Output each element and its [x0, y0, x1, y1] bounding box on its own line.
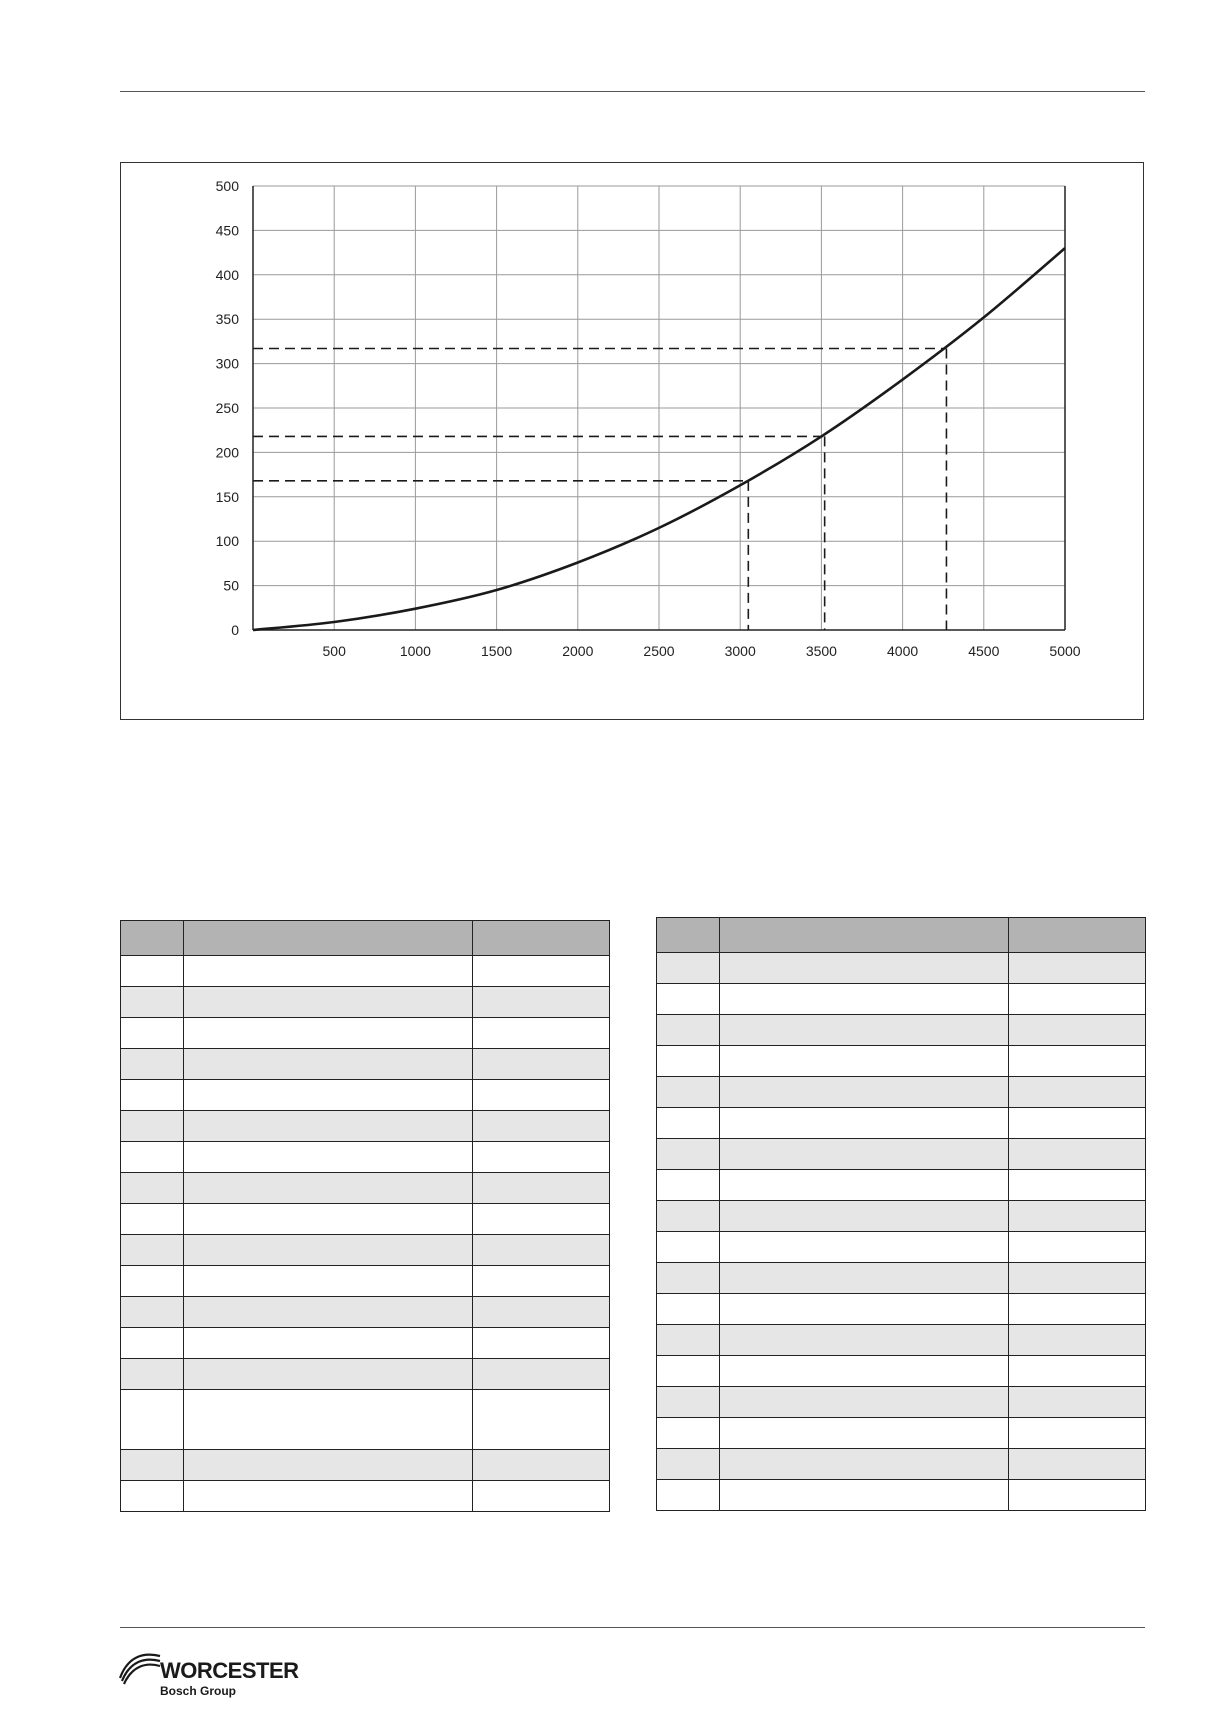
table-row — [121, 1390, 610, 1450]
table-row — [657, 1387, 1146, 1418]
table-row — [657, 953, 1146, 984]
y-tick-label: 350 — [215, 311, 239, 328]
y-tick-label: 0 — [231, 622, 239, 638]
table-cell — [1009, 1356, 1146, 1387]
table-right — [656, 917, 1146, 1511]
table-row — [657, 1356, 1146, 1387]
table-row — [121, 1173, 610, 1204]
y-tick-label: 300 — [215, 355, 239, 372]
table-cell — [473, 1450, 610, 1481]
table-cell — [473, 1481, 610, 1512]
table-cell — [184, 1173, 473, 1204]
table-cell — [720, 1263, 1009, 1294]
x-tick-label: 2000 — [562, 643, 594, 659]
table-row — [121, 1359, 610, 1390]
y-tick-label: 250 — [215, 400, 239, 416]
x-tick-label: 4000 — [887, 643, 919, 659]
table-cell — [121, 1266, 184, 1297]
table-cell — [720, 1201, 1009, 1232]
table-cell — [473, 1204, 610, 1235]
x-tick-label: 1500 — [481, 643, 513, 659]
table-cell — [1009, 1201, 1146, 1232]
table-cell — [473, 1390, 610, 1450]
table-cell — [473, 1173, 610, 1204]
table-row — [121, 1111, 610, 1142]
table-cell — [720, 1015, 1009, 1046]
table-cell — [657, 953, 720, 984]
table-cell — [657, 1015, 720, 1046]
header-cell — [1009, 918, 1146, 953]
table-cell — [184, 1080, 473, 1111]
chart-svg — [121, 163, 1143, 719]
table-row — [121, 1297, 610, 1328]
table-row — [657, 1325, 1146, 1356]
table-cell — [184, 1018, 473, 1049]
table-cell — [657, 1170, 720, 1201]
table-cell — [184, 1235, 473, 1266]
table-cell — [1009, 984, 1146, 1015]
table-row — [121, 1049, 610, 1080]
table-cell — [184, 1359, 473, 1390]
table-row — [657, 1480, 1146, 1511]
table-row — [121, 1142, 610, 1173]
x-tick-label: 1000 — [399, 643, 431, 659]
table-cell — [121, 1328, 184, 1359]
table-row — [657, 1418, 1146, 1449]
table-cell — [1009, 953, 1146, 984]
table-cell — [184, 1204, 473, 1235]
table-cell — [720, 1232, 1009, 1263]
chart-frame — [120, 162, 1144, 720]
y-tick-label: 450 — [215, 222, 239, 239]
logo-subtitle: Bosch Group — [160, 1684, 237, 1698]
table-row — [121, 1328, 610, 1359]
table-cell — [720, 1387, 1009, 1418]
table-cell — [657, 984, 720, 1015]
table-cell — [657, 1418, 720, 1449]
x-tick-label: 4500 — [968, 643, 1000, 659]
table-cell — [657, 1232, 720, 1263]
table-cell — [184, 1328, 473, 1359]
x-tick-label: 500 — [322, 643, 346, 659]
table-cell — [657, 1480, 720, 1511]
table-cell — [184, 1390, 473, 1450]
table-row — [657, 1015, 1146, 1046]
table-cell — [121, 1173, 184, 1204]
table-cell — [720, 1294, 1009, 1325]
header-cell — [184, 921, 473, 956]
table-cell — [473, 1297, 610, 1328]
table-cell — [720, 1139, 1009, 1170]
table-cell — [720, 953, 1009, 984]
table-row — [657, 1170, 1146, 1201]
table-cell — [657, 1263, 720, 1294]
table-cell — [657, 1294, 720, 1325]
table-cell — [184, 987, 473, 1018]
table-cell — [1009, 1418, 1146, 1449]
table-row — [657, 1449, 1146, 1480]
table-row — [657, 1263, 1146, 1294]
table-row — [121, 956, 610, 987]
table-cell — [657, 1077, 720, 1108]
x-tick-label: 5000 — [1049, 643, 1081, 659]
table-row — [657, 1294, 1146, 1325]
table-cell — [473, 987, 610, 1018]
table-cell — [720, 1046, 1009, 1077]
table-cell — [1009, 1232, 1146, 1263]
table-cell — [184, 1481, 473, 1512]
table-cell — [473, 1111, 610, 1142]
table-cell — [473, 1018, 610, 1049]
table-row — [121, 1018, 610, 1049]
table-cell — [1009, 1263, 1146, 1294]
table-row — [657, 1046, 1146, 1077]
table-row — [657, 1108, 1146, 1139]
table-cell — [720, 1356, 1009, 1387]
table-cell — [121, 1080, 184, 1111]
table-cell — [1009, 1015, 1146, 1046]
table-cell — [720, 1325, 1009, 1356]
table-left — [120, 920, 610, 1512]
header-cell — [720, 918, 1009, 953]
table-row — [121, 1204, 610, 1235]
table-cell — [657, 1139, 720, 1170]
table-cell — [1009, 1046, 1146, 1077]
table-cell — [720, 1449, 1009, 1480]
table-cell — [657, 1108, 720, 1139]
x-tick-label: 3000 — [724, 643, 756, 659]
table-cell — [121, 956, 184, 987]
table-cell — [121, 1111, 184, 1142]
table-cell — [473, 1235, 610, 1266]
table-cell — [121, 1204, 184, 1235]
table-cell — [657, 1325, 720, 1356]
table-cell — [1009, 1139, 1146, 1170]
table-cell — [720, 1108, 1009, 1139]
table-row — [121, 1450, 610, 1481]
table-cell — [121, 1018, 184, 1049]
table-cell — [1009, 1480, 1146, 1511]
table-cell — [720, 1480, 1009, 1511]
table-right-header — [657, 918, 1146, 953]
table-row — [657, 1077, 1146, 1108]
header-rule — [120, 91, 1145, 92]
x-tick-label: 2500 — [643, 643, 675, 659]
table-cell — [184, 1266, 473, 1297]
y-tick-label: 50 — [223, 577, 239, 594]
table-cell — [473, 1359, 610, 1390]
table-cell — [1009, 1387, 1146, 1418]
table-row — [657, 1232, 1146, 1263]
table-cell — [657, 1046, 720, 1077]
worcester-logo — [118, 1648, 298, 1700]
table-cell — [657, 1201, 720, 1232]
table-cell — [121, 1359, 184, 1390]
table-cell — [1009, 1077, 1146, 1108]
table-row — [121, 1235, 610, 1266]
table-cell — [121, 1142, 184, 1173]
table-row — [121, 1481, 610, 1512]
table-cell — [1009, 1449, 1146, 1480]
table-cell — [184, 1142, 473, 1173]
x-tick-label: 3500 — [805, 643, 837, 659]
table-cell — [473, 956, 610, 987]
table-row — [121, 1080, 610, 1111]
table-cell — [473, 1328, 610, 1359]
header-cell — [657, 918, 720, 953]
table-cell — [1009, 1325, 1146, 1356]
table-row — [121, 1266, 610, 1297]
table-row — [121, 987, 610, 1018]
table-cell — [657, 1449, 720, 1480]
header-cell — [473, 921, 610, 956]
table-cell — [1009, 1170, 1146, 1201]
table-row — [657, 984, 1146, 1015]
y-tick-label: 100 — [215, 533, 239, 550]
table-cell — [121, 1390, 184, 1450]
table-row — [657, 1201, 1146, 1232]
table-cell — [184, 1049, 473, 1080]
table-cell — [720, 1077, 1009, 1108]
table-cell — [657, 1356, 720, 1387]
table-cell — [720, 1418, 1009, 1449]
y-tick-label: 150 — [215, 488, 239, 505]
table-cell — [184, 1111, 473, 1142]
table-cell — [473, 1049, 610, 1080]
table-cell — [184, 1297, 473, 1328]
table-cell — [473, 1142, 610, 1173]
table-cell — [1009, 1108, 1146, 1139]
table-cell — [121, 1297, 184, 1328]
logo-brand: WORCESTER — [160, 1658, 299, 1683]
table-row — [657, 1139, 1146, 1170]
table-cell — [184, 1450, 473, 1481]
table-cell — [657, 1387, 720, 1418]
table-cell — [720, 1170, 1009, 1201]
y-tick-label: 400 — [215, 266, 239, 283]
table-cell — [121, 1049, 184, 1080]
table-cell — [720, 984, 1009, 1015]
table-cell — [121, 1481, 184, 1512]
y-tick-label: 200 — [215, 444, 239, 461]
table-cell — [121, 1450, 184, 1481]
footer-rule — [120, 1627, 1145, 1628]
table-cell — [473, 1080, 610, 1111]
y-tick-label: 500 — [215, 178, 239, 194]
table-cell — [184, 956, 473, 987]
table-cell — [121, 987, 184, 1018]
table-left-header — [121, 921, 610, 956]
table-cell — [121, 1235, 184, 1266]
header-cell — [121, 921, 184, 956]
table-cell — [473, 1266, 610, 1297]
swoosh-icon — [118, 1648, 162, 1688]
table-cell — [1009, 1294, 1146, 1325]
